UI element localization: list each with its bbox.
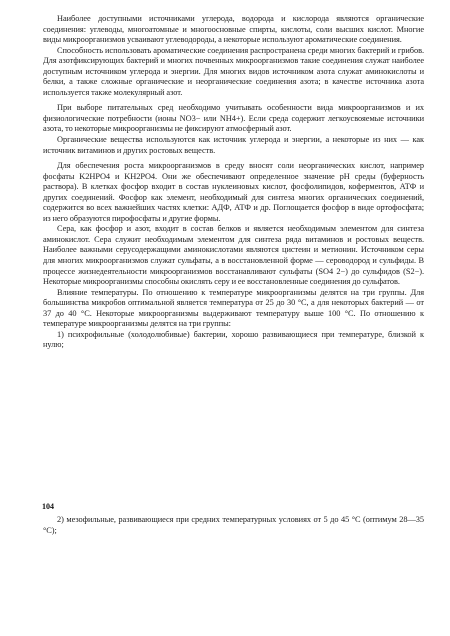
paragraph-phosphorus: Для обеспечения роста микроорганизмов в среду вносят соли неорганических кислот, например фосфаты K2HPO4 и KH2PO4. Они же обеспечивают определенное значение pH среды (буферность раствора). В клетках фосфор входит в состав нуклеиновых кислот, фосфолипидов, коферментов, АТФ и других соединений. Фосфор как элемент, необходимый для синтеза многих органических соединений, содержится во всех важнейших частях клетки: АДФ, АТФ и др. Поглощается фосфор в виде ортофосфата; из него образуются пирофосфаты и другие формы. [43,161,424,223]
paragraph-sulfur: Сера, как фосфор и азот, входит в состав белков и является необходимым элементом для синтеза аминокислот. Сера служит необходимым элементом для синтеза ряда витаминов и ростовых веществ. Наиболее важными серусодержащими аминокислотами являются цистеин и метионин. Источником серы для многих микроорганизмов служат сульфаты, а в восстановленной форме — сероводород и сульфиды. В процессе жизнедеятельности микроорганизмов восстанавливают сульфаты (SO4 2−) до сульфидов (S2−). Некоторые микроорганизмы способны окислять серу и ее восстановленные соединения до сульфатов. [43,224,424,287]
list-item-mesophiles: 2) мезофильные, развивающиеся при средних температурных условиях от 5 до 45 °С (оптимум 28—35 °С); [43,515,424,535]
paragraph-temperature: Влияние температуры. По отношению к температуре микроорганизмы делятся на три группы. Для большинства микробов оптимальной является температура от 25 до 30 °С, а для некоторых бактерий — от 37 до 40 °С. Некоторые микроорганизмы выдерживают температуру выше 100 °С. По отношению к температуре микроорганизмы делятся на три группы: [43,287,424,329]
paragraph-aromatic-compounds: Способность использовать ароматические соединения распространена среди многих бактерий и грибов. Для азотфиксирующих бактерий и многих почвенных микроорганизмов такие соединения служат наиболее доступным источником углерода и энергии. Для многих видов источником азота служат аминокислоты и белки, а также сложные органические и неорганические соединения азота; в качестве источника азота используется также молекулярный азот. [43,45,424,97]
page-number: 104 [42,502,54,511]
paragraph-nitrogen-sources: При выборе питательных сред необходимо учитывать особенности вида микроорганизмов и их физиологические потребности (ионы NO3− или NH4+). Если среда содержит легкоусвояемые источники азота, то некоторые микроорганизмы не фиксируют атмосферный азот. [43,103,424,134]
paragraph-carbon-sources: Наиболее доступными источниками углерода, водорода и кислорода являются органические соединения: углеводы, многоатомные и многоосновные спирты, кислоты, соли высших кислот. Многие виды микроорганизмов усваивают углеводороды, а некоторые используют ароматические соединения. [43,14,424,45]
list-item-psychrophiles: 1) психрофильные (холодолюбивые) бактерии, хорошо развивающиеся при температуре, близкой к нулю; [43,329,424,350]
paragraph-organic-substances: Органические вещества используются как источник углерода и энергии, а некоторые из них — как источник витаминов и других ростовых веществ. [43,135,424,155]
